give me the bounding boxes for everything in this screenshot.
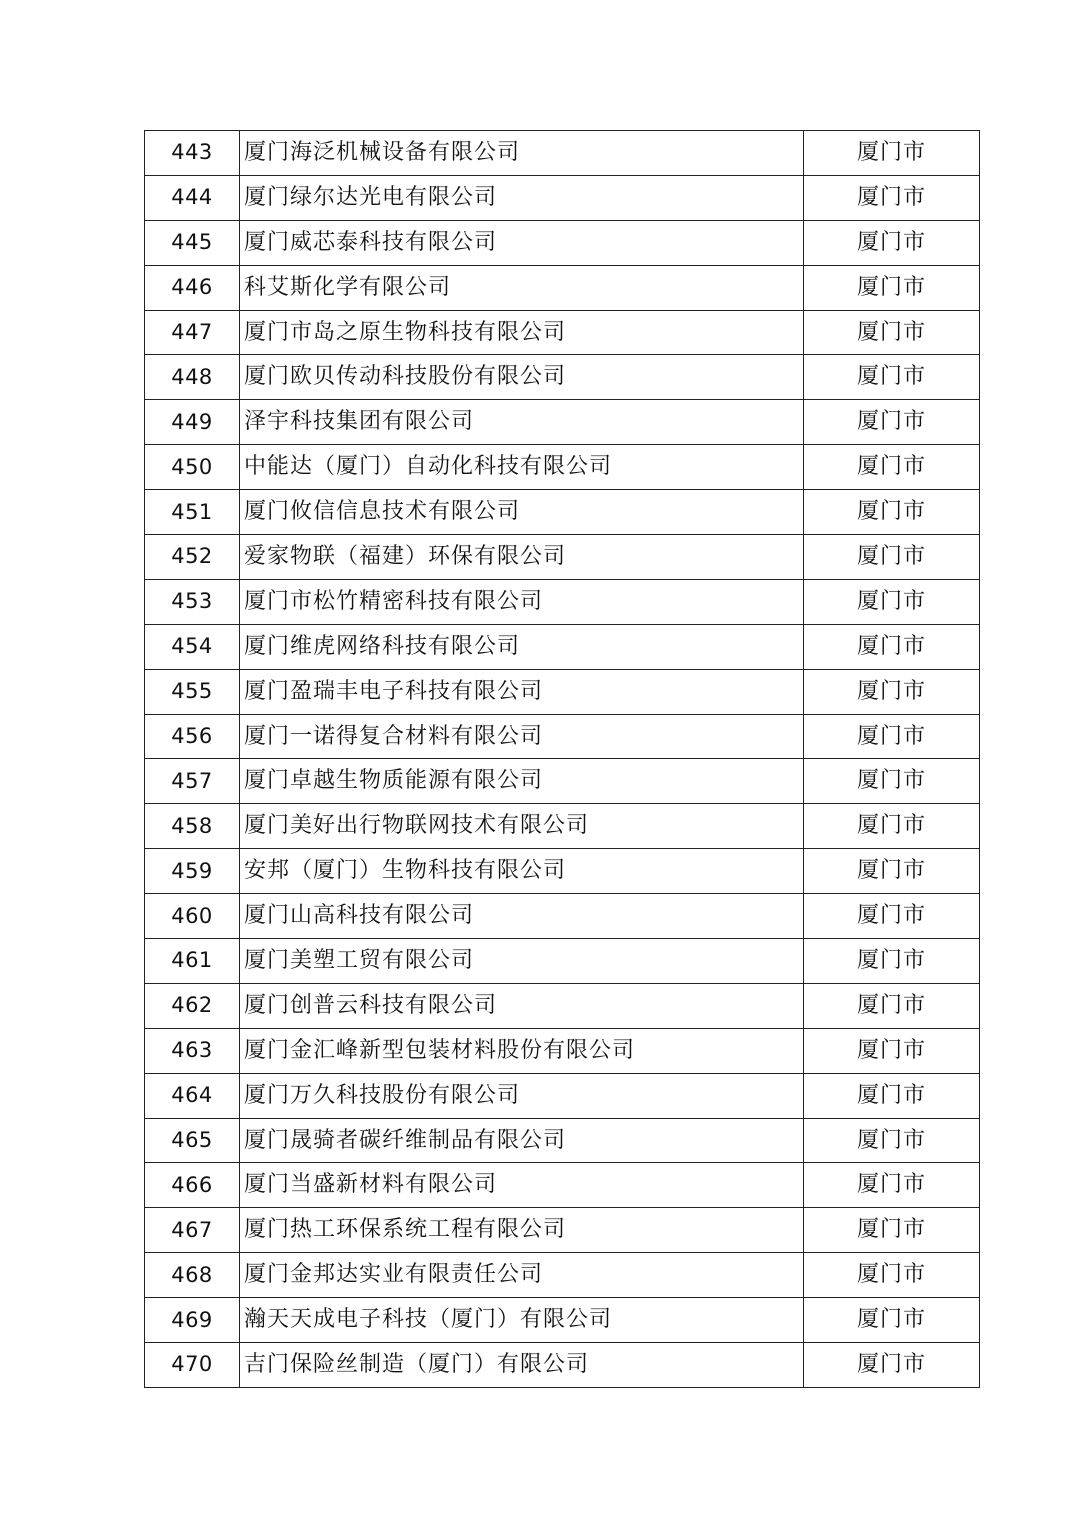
row-number-cell: 454 [145,624,240,669]
row-number-cell: 466 [145,1163,240,1208]
city-cell: 厦门市 [804,131,980,176]
company-name-cell: 厦门市岛之原生物科技有限公司 [240,310,804,355]
company-name-cell: 厦门盈瑞丰电子科技有限公司 [240,669,804,714]
city-cell: 厦门市 [804,1343,980,1388]
row-number-cell: 461 [145,939,240,984]
row-number-cell: 451 [145,490,240,535]
city-cell: 厦门市 [804,714,980,759]
company-name-cell: 科艾斯化学有限公司 [240,265,804,310]
city-cell: 厦门市 [804,1253,980,1298]
row-number-cell: 469 [145,1298,240,1343]
city-cell: 厦门市 [804,535,980,580]
table-row [145,669,980,714]
table-row [145,1298,980,1343]
table-row [145,490,980,535]
city-cell: 厦门市 [804,1208,980,1253]
company-name-cell: 厦门海泛机械设备有限公司 [240,131,804,176]
company-name-cell: 厦门攸信信息技术有限公司 [240,490,804,535]
city-cell: 厦门市 [804,1163,980,1208]
city-cell: 厦门市 [804,490,980,535]
row-number-cell: 462 [145,983,240,1028]
row-number-cell: 447 [145,310,240,355]
row-number-cell: 448 [145,355,240,400]
city-cell: 厦门市 [804,1073,980,1118]
row-number-cell: 446 [145,265,240,310]
row-number-cell: 459 [145,849,240,894]
company-name-cell: 厦门欧贝传动科技股份有限公司 [240,355,804,400]
city-cell: 厦门市 [804,849,980,894]
city-cell: 厦门市 [804,220,980,265]
company-name-cell: 厦门当盛新材料有限公司 [240,1163,804,1208]
company-name-cell: 中能达（厦门）自动化科技有限公司 [240,445,804,490]
row-number-cell: 455 [145,669,240,714]
company-name-cell: 厦门一诺得复合材料有限公司 [240,714,804,759]
table-row [145,400,980,445]
table-row [145,579,980,624]
company-name-cell: 厦门晟骑者碳纤维制品有限公司 [240,1118,804,1163]
company-name-cell: 厦门维虎网络科技有限公司 [240,624,804,669]
table-row [145,1073,980,1118]
table-row [145,1163,980,1208]
table-row [145,939,980,984]
city-cell: 厦门市 [804,310,980,355]
row-number-cell: 468 [145,1253,240,1298]
row-number-cell: 453 [145,579,240,624]
row-number-cell: 465 [145,1118,240,1163]
table-row [145,1208,980,1253]
row-number-cell: 464 [145,1073,240,1118]
city-cell: 厦门市 [804,804,980,849]
city-cell: 厦门市 [804,1298,980,1343]
company-name-cell: 爱家物联（福建）环保有限公司 [240,535,804,580]
company-table-body [145,131,980,1388]
table-row [145,175,980,220]
city-cell: 厦门市 [804,939,980,984]
row-number-cell: 467 [145,1208,240,1253]
city-cell: 厦门市 [804,1028,980,1073]
row-number-cell: 449 [145,400,240,445]
table-row [145,131,980,176]
row-number-cell: 445 [145,220,240,265]
city-cell: 厦门市 [804,355,980,400]
table-row [145,1343,980,1388]
city-cell: 厦门市 [804,983,980,1028]
table-row [145,714,980,759]
table-row [145,310,980,355]
row-number-cell: 450 [145,445,240,490]
city-cell: 厦门市 [804,175,980,220]
table-row [145,624,980,669]
company-name-cell: 泽宇科技集团有限公司 [240,400,804,445]
company-name-cell: 厦门威芯泰科技有限公司 [240,220,804,265]
row-number-cell: 457 [145,759,240,804]
company-name-cell: 吉门保险丝制造（厦门）有限公司 [240,1343,804,1388]
row-number-cell: 444 [145,175,240,220]
city-cell: 厦门市 [804,400,980,445]
table-row [145,1253,980,1298]
table-row [145,759,980,804]
table-row [145,355,980,400]
company-name-cell: 厦门万久科技股份有限公司 [240,1073,804,1118]
company-name-cell: 厦门卓越生物质能源有限公司 [240,759,804,804]
table-row [145,983,980,1028]
table-row [145,849,980,894]
city-cell: 厦门市 [804,1118,980,1163]
table-row [145,894,980,939]
table-row [145,265,980,310]
table-row [145,445,980,490]
table-row [145,804,980,849]
row-number-cell: 456 [145,714,240,759]
company-name-cell: 厦门绿尔达光电有限公司 [240,175,804,220]
company-name-cell: 厦门金邦达实业有限责任公司 [240,1253,804,1298]
company-name-cell: 瀚天天成电子科技（厦门）有限公司 [240,1298,804,1343]
company-name-cell: 厦门创普云科技有限公司 [240,983,804,1028]
company-table [144,130,980,1388]
table-row [145,535,980,580]
row-number-cell: 470 [145,1343,240,1388]
city-cell: 厦门市 [804,265,980,310]
company-name-cell: 厦门美塑工贸有限公司 [240,939,804,984]
city-cell: 厦门市 [804,445,980,490]
row-number-cell: 443 [145,131,240,176]
table-row [145,1118,980,1163]
city-cell: 厦门市 [804,669,980,714]
city-cell: 厦门市 [804,759,980,804]
city-cell: 厦门市 [804,579,980,624]
table-row [145,1028,980,1073]
row-number-cell: 452 [145,535,240,580]
company-name-cell: 厦门山高科技有限公司 [240,894,804,939]
city-cell: 厦门市 [804,894,980,939]
city-cell: 厦门市 [804,624,980,669]
company-name-cell: 厦门热工环保系统工程有限公司 [240,1208,804,1253]
company-name-cell: 厦门金汇峰新型包装材料股份有限公司 [240,1028,804,1073]
table-row [145,220,980,265]
row-number-cell: 460 [145,894,240,939]
row-number-cell: 463 [145,1028,240,1073]
company-name-cell: 安邦（厦门）生物科技有限公司 [240,849,804,894]
company-name-cell: 厦门美好出行物联网技术有限公司 [240,804,804,849]
company-name-cell: 厦门市松竹精密科技有限公司 [240,579,804,624]
row-number-cell: 458 [145,804,240,849]
